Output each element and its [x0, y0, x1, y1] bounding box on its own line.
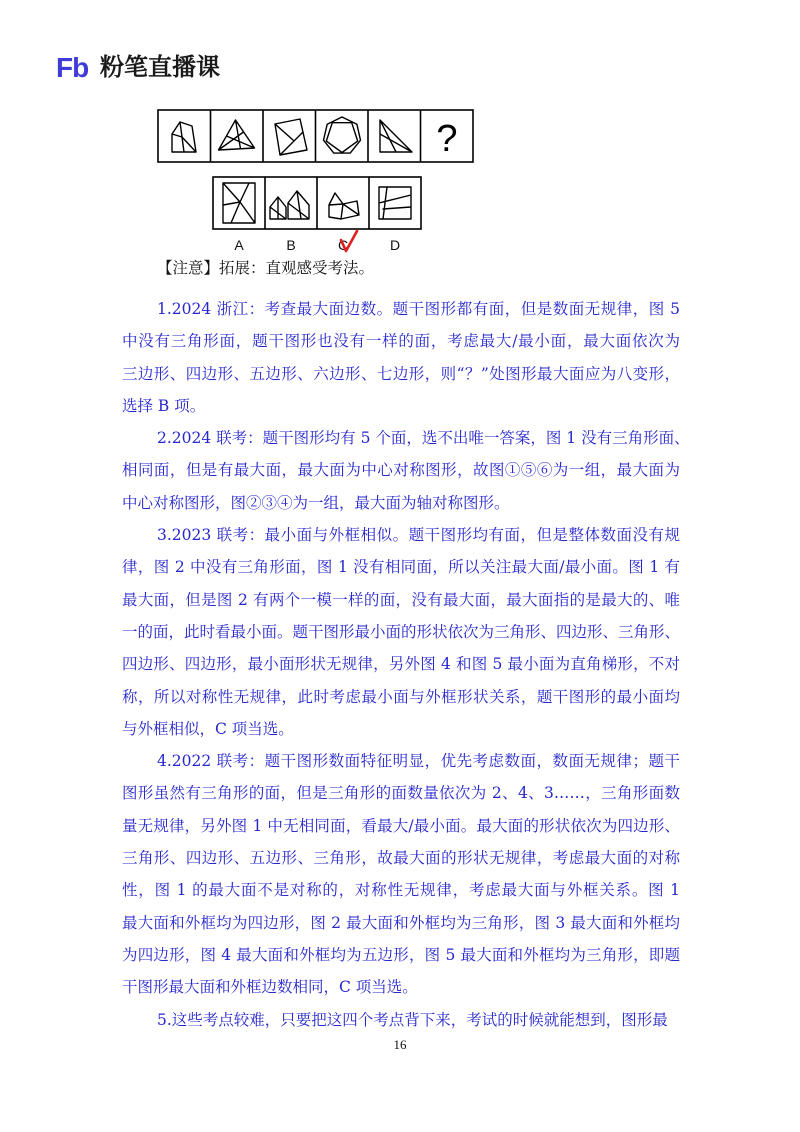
paragraph-4 [122, 745, 680, 1003]
text-line: 中心对称图形，图②③④为一组，最大面为轴对称图形。 [122, 493, 510, 512]
text-line: 性，图 1 的最大面不是对称的，对称性无规律，考虑最大面与外框关系。图 1 [122, 881, 680, 900]
option-c-figure [329, 193, 359, 219]
text-line: 律，图 2 中没有三角形面，图 1 没有相同面，所以关注最大面/最小面。图 1 有 [122, 558, 680, 577]
text-line: 5.这些考点较难，只要把这四个考点背下来，考试的时候就能想到，图形最 [157, 1010, 668, 1029]
paragraph-1 [122, 293, 680, 422]
text-line: 相同面，但是有最大面，最大面为中心对称图形，故图①⑤⑥为一组，最大面为 [122, 461, 680, 480]
option-label-b: B [286, 237, 296, 253]
text-line: 选择 B 项。 [122, 396, 206, 415]
option-a-figure [223, 183, 255, 223]
text-line: 干图形最大面和外框边数相同，C 项当选。 [122, 978, 418, 997]
option-row-dividers [265, 177, 369, 229]
question-figure-1 [172, 122, 196, 152]
question-mark: ? [436, 118, 458, 160]
fenbi-logo-mark: Fb [56, 52, 89, 83]
text-line: 1.2024 浙江：考查最大面边数。题干图形都有面，但是数面无规律，图 5 [157, 300, 680, 318]
question-figure-5 [380, 120, 412, 152]
option-label-c: C [337, 237, 349, 253]
text-line: 最大面，但是图 2 有两个一模一样的面，没有最大面，最大面指的是最大的、唯 [122, 590, 680, 609]
option-b-figure [270, 191, 309, 219]
question-row-dividers [211, 110, 421, 162]
page-number: 16 [393, 1037, 407, 1052]
text-line: 量无规律，另外图 1 中无相同面，看最大/最小面。最大面的形状依次为四边形、 [122, 816, 680, 835]
brand-name: 粉笔直播课 [100, 53, 220, 81]
text-line: 四边形、四边形，最小面形状无规律，另外图 4 和图 5 最小面为直角梯形，不对 [122, 655, 680, 674]
text-line: 为四边形，图 4 最大面和外框均为五边形，图 5 最大面和外框均为三角形，即题 [122, 945, 680, 964]
text-line: 一的面，此时看最小面。题干图形最小面的形状依次为三角形、四边形、三角形、 [122, 622, 681, 641]
paragraph-3 [122, 519, 680, 745]
question-figure-2 [219, 120, 255, 150]
question-figure-3 [275, 119, 307, 155]
text-line: 中没有三角形面，题干图形也没有一样的面，考虑最大/最小面，最大面依次为 [122, 332, 680, 351]
text-line: 三边形、四边形、五边形、六边形、七边形，则“？”处图形最大面应为八变形， [122, 364, 680, 383]
question-figure-4 [324, 117, 361, 153]
text-line: 三角形、四边形、五边形、三角形，故最大面的形状无规律，考虑最大面的对称 [122, 849, 680, 868]
text-line: 图形虽然有三角形的面，但是三角形的面数量依次为 2、4、3……，三角形面数 [122, 784, 680, 803]
note-line: 【注意】拓展：直观感受考法。 [157, 259, 375, 277]
text-line: 2.2024 联考：题干图形均有 5 个面，选不出唯一答案，图 1 没有三角形面、 [157, 429, 690, 448]
paragraph-5 [122, 1004, 680, 1036]
text-line: 称，所以对称性无规律，此时考虑最小面与外框形状关系，题干图形的最小面均 [122, 687, 680, 706]
option-d-figure [379, 187, 411, 219]
explanation-body [122, 293, 690, 1036]
text-line: 最大面和外框均为四边形，图 2 最大面和外框均为三角形，图 3 最大面和外框均 [122, 913, 680, 932]
question-figure-row [157, 109, 475, 164]
paragraph-2 [122, 422, 690, 519]
option-figure-row [212, 176, 424, 231]
red-check-stroke [341, 231, 357, 251]
text-line: 3.2023 联考：最小面与外框相似。题干图形均有面，但是整体数面没有规 [157, 526, 680, 545]
text-line: 4.2022 联考：题干图形数面特征明显，优先考虑数面，数面无规律；题干 [157, 752, 680, 771]
red-check-icon [338, 228, 360, 254]
text-line: 与外框相似，C 项当选。 [122, 719, 294, 738]
option-label-d: D [389, 237, 401, 253]
option-label-a: A [234, 237, 244, 253]
